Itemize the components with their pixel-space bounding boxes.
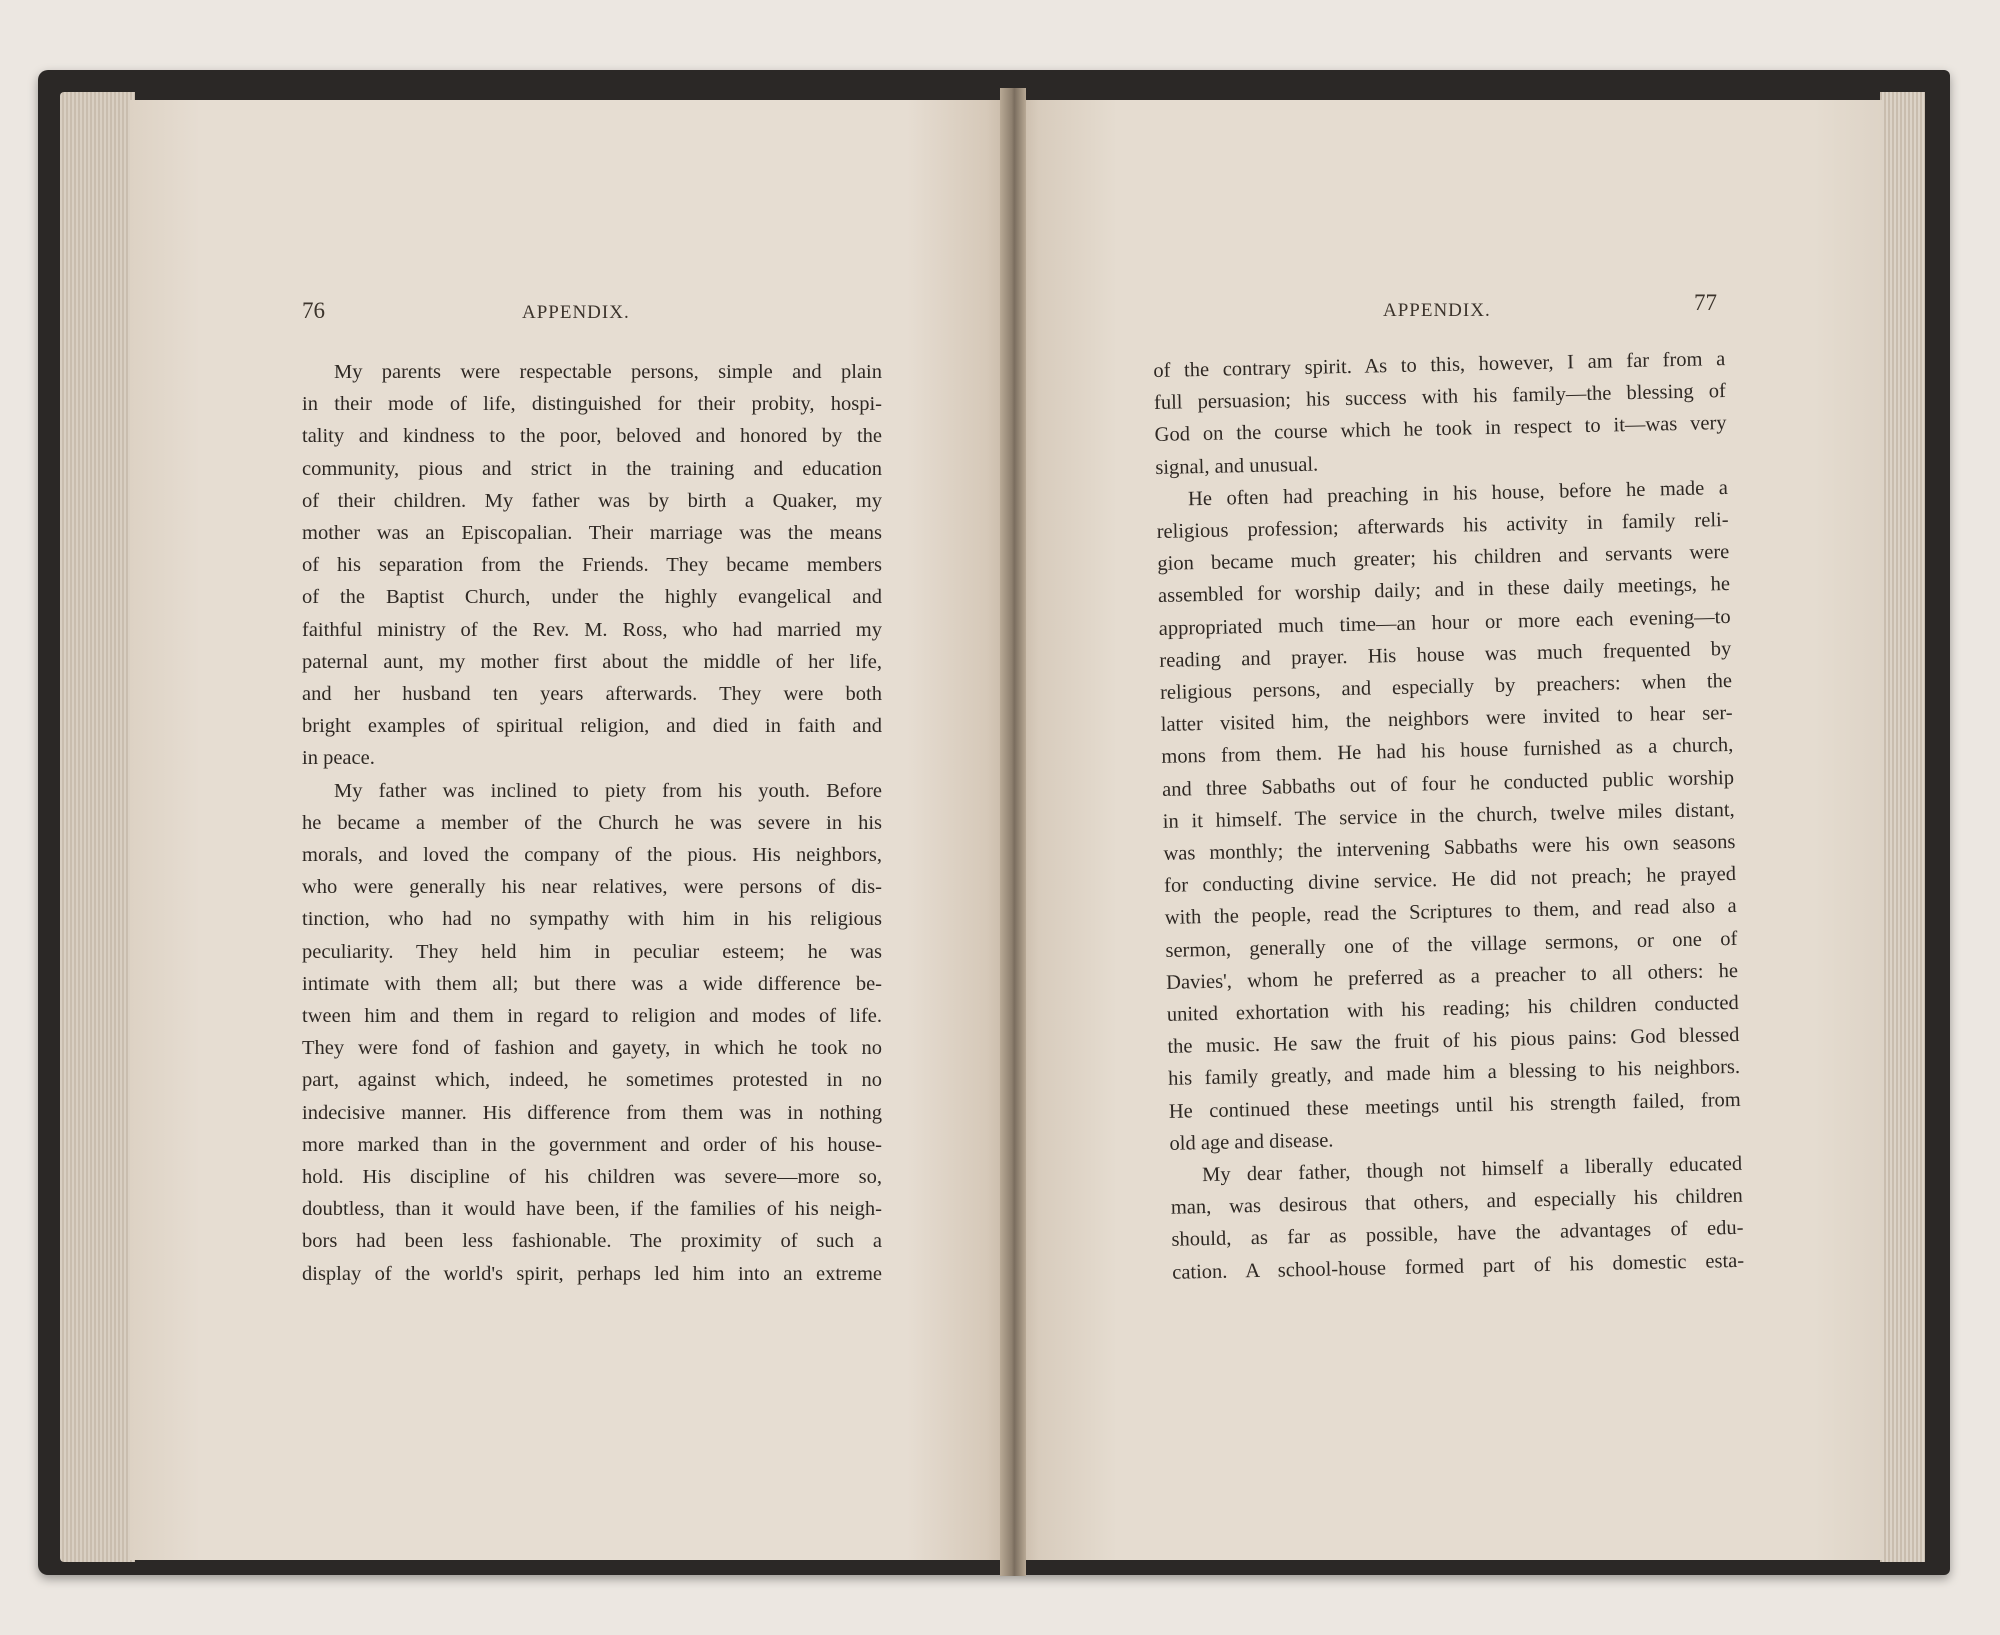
- text-line: and three Sabbaths out of four he conducted public worship: [1161, 766, 1735, 801]
- text-line: in their mode of life, distinguished for their probity, hospi-: [302, 393, 882, 416]
- right-page: [1013, 100, 1883, 1560]
- paragraph: [1153, 343, 1728, 484]
- text-line: should, as far as possible, have the advantages of edu-: [1171, 1217, 1744, 1252]
- text-line: intimate with them all; but there was a wide difference be-: [302, 972, 882, 995]
- text-line: cation. A school-house formed part of his domestic esta-: [1171, 1249, 1745, 1284]
- text-line: tality and kindness to the poor, beloved and honored by the: [302, 425, 882, 448]
- text-line: of their children. My father was by birth a Quaker, my: [302, 489, 882, 512]
- text-line: of his separation from the Friends. They became members: [302, 554, 882, 577]
- right-running-header: APPENDIX.: [1383, 300, 1491, 321]
- paragraph: [1170, 1148, 1745, 1289]
- text-line: My dear father, though not himself a liberally educated: [1201, 1152, 1743, 1187]
- text-line: bright examples of spiritual religion, and died in faith and: [302, 715, 882, 738]
- left-page-number: 76: [302, 298, 325, 323]
- right-page-number: 77: [1694, 290, 1717, 315]
- text-line: was monthly; the intervening Sabbaths were his own seasons: [1163, 830, 1736, 865]
- text-line: old age and disease.: [1169, 1129, 1334, 1155]
- text-line: religious profession; afterwards his activity in family reli-: [1156, 509, 1729, 543]
- text-line: part, against which, indeed, he sometimes protested in no: [302, 1069, 882, 1092]
- text-line: his family greatly, and made him a blessing to his neighbors.: [1167, 1056, 1741, 1091]
- text-line: more marked than in the government and order of his house-: [302, 1133, 882, 1156]
- text-line: peculiarity. They held him in peculiar esteem; he was: [302, 940, 882, 963]
- text-line: doubtless, than it would have been, if the families of his neigh-: [302, 1198, 882, 1221]
- text-line: man, was desirous that others, and especially his children: [1170, 1185, 1743, 1220]
- text-line: the music. He saw the fruit of his pious pains: God blessed: [1167, 1024, 1740, 1059]
- left-page: [130, 100, 1013, 1560]
- text-line: with the people, read the Scriptures to them, and read also a: [1164, 895, 1737, 930]
- right-page-text: [1153, 343, 1744, 1289]
- text-line: He continued these meetings until his strength failed, from: [1168, 1088, 1741, 1123]
- book-gutter: [1000, 88, 1026, 1576]
- text-line: full persuasion; his success with his family—the blessing of: [1153, 380, 1727, 415]
- paragraph: [302, 775, 882, 1290]
- text-line: hold. His discipline of his children was severe—more so,: [302, 1166, 882, 1189]
- text-line: tween him and them in regard to religion and modes of life.: [302, 1005, 882, 1028]
- left-page-edges: [60, 92, 135, 1562]
- text-line: sermon, generally one of the village sermons, or one of: [1165, 927, 1738, 962]
- left-running-header: APPENDIX.: [522, 302, 630, 323]
- text-line: of the contrary spirit. As to this, however, I am far from a: [1153, 348, 1726, 382]
- text-line: signal, and unusual.: [1155, 453, 1319, 479]
- text-line: display of the world's spirit, perhaps led him into an extreme: [302, 1262, 882, 1285]
- text-line: bors had been less fashionable. The proximity of such a: [302, 1230, 882, 1253]
- text-line: he became a member of the Church he was severe in his: [302, 811, 882, 834]
- text-line: My father was inclined to piety from his youth. Before: [334, 779, 882, 802]
- text-line: reading and prayer. His house was much frequented by: [1159, 637, 1732, 672]
- text-line: united exhortation with his reading; his children conducted: [1166, 991, 1739, 1026]
- text-line: for conducting divine service. He did not preach; he prayed: [1163, 863, 1737, 898]
- text-line: appropriated much time—an hour or more each evening—to: [1158, 605, 1731, 640]
- text-line: in it himself. The service in the church, twelve miles distant,: [1162, 798, 1735, 833]
- text-line: morals, and loved the company of the pious. His neighbors,: [302, 844, 882, 867]
- text-line: He often had preaching in his house, before he made a: [1187, 476, 1729, 511]
- text-line: faithful ministry of the Rev. M. Ross, who had married my: [302, 618, 882, 641]
- text-line: assembled for worship daily; and in these daily meetings, he: [1157, 573, 1731, 608]
- text-line: gion became much greater; his children and servants were: [1157, 541, 1730, 576]
- text-line: of the Baptist Church, under the highly evangelical and: [302, 586, 882, 609]
- text-line: who were generally his near relatives, were persons of dis-: [302, 876, 882, 899]
- text-line: paternal aunt, my mother first about the middle of her life,: [302, 650, 882, 673]
- text-line: They were fond of fashion and gayety, in which he took no: [302, 1037, 882, 1060]
- right-page-edges: [1880, 92, 1925, 1562]
- text-line: and her husband ten years afterwards. They were both: [302, 683, 882, 706]
- paragraph: [1156, 472, 1742, 1160]
- text-line: Davies', whom he preferred as a preacher to all others: he: [1165, 959, 1739, 994]
- text-line: tinction, who had no sympathy with him in his religious: [302, 908, 882, 931]
- text-line: My parents were respectable persons, simple and plain: [334, 361, 882, 383]
- text-line: in peace.: [302, 747, 375, 770]
- left-page-text: [302, 356, 882, 1290]
- paragraph: [302, 356, 882, 775]
- text-line: mother was an Episcopalian. Their marriage was the means: [302, 522, 882, 545]
- text-line: community, pious and strict in the training and education: [302, 457, 882, 480]
- text-line: indecisive manner. His difference from them was in nothing: [302, 1101, 882, 1124]
- text-line: latter visited him, the neighbors were invited to hear ser-: [1160, 702, 1733, 737]
- text-line: mons from them. He had his house furnished as a church,: [1161, 734, 1734, 769]
- text-line: religious persons, and especially by preachers: when the: [1159, 669, 1733, 704]
- text-line: God on the course which he took in respect to it—was very: [1154, 412, 1727, 447]
